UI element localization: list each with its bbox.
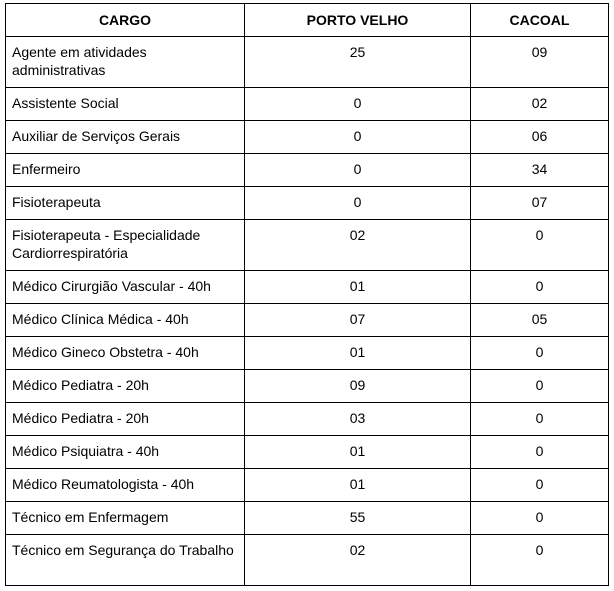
table-row [6,187,609,220]
cell-cargo: Médico Pediatra - 20h [6,370,245,403]
cell-cargo: Fisioterapeuta - Especialidade Cardiorrespiratória [6,220,245,271]
table-row [6,535,609,586]
table-row [6,37,609,88]
cell-porto-velho: 02 [245,220,471,271]
cell-cacoal: 0 [471,370,609,403]
cell-cargo: Médico Gineco Obstetra - 40h [6,337,245,370]
cell-cargo: Técnico em Enfermagem [6,502,245,535]
cell-porto-velho: 55 [245,502,471,535]
cell-cacoal: 0 [471,436,609,469]
cell-porto-velho: 0 [245,187,471,220]
cell-cargo: Agente em atividades administrativas [6,37,245,88]
cell-cargo: Assistente Social [6,88,245,121]
vacancy-table [5,3,609,586]
header-cargo: CARGO [6,4,245,37]
cell-cargo: Médico Clínica Médica - 40h [6,304,245,337]
cell-cargo: Médico Psiquiatra - 40h [6,436,245,469]
table-row [6,337,609,370]
table-row [6,370,609,403]
cell-cacoal: 06 [471,121,609,154]
cell-cacoal: 0 [471,535,609,586]
cell-cacoal: 34 [471,154,609,187]
cell-porto-velho: 01 [245,436,471,469]
cell-porto-velho: 01 [245,271,471,304]
table-row [6,436,609,469]
table-row [6,154,609,187]
cell-cargo: Técnico em Segurança do Trabalho [6,535,245,586]
cell-porto-velho: 07 [245,304,471,337]
table-row [6,88,609,121]
table-header-row [6,4,609,37]
table-row [6,271,609,304]
cell-porto-velho: 0 [245,154,471,187]
vacancy-table-container [5,3,609,586]
cell-porto-velho: 01 [245,337,471,370]
cell-porto-velho: 0 [245,121,471,154]
cell-porto-velho: 09 [245,370,471,403]
table-row [6,304,609,337]
table-row [6,502,609,535]
cell-porto-velho: 02 [245,535,471,586]
cell-cargo: Médico Cirurgião Vascular - 40h [6,271,245,304]
cell-cacoal: 0 [471,271,609,304]
cell-cacoal: 0 [471,220,609,271]
cell-cargo: Fisioterapeuta [6,187,245,220]
cell-cacoal: 07 [471,187,609,220]
cell-cacoal: 05 [471,304,609,337]
cell-cacoal: 0 [471,403,609,436]
cell-porto-velho: 25 [245,37,471,88]
cell-cargo: Médico Reumatologista - 40h [6,469,245,502]
cell-cargo: Médico Pediatra - 20h [6,403,245,436]
table-row [6,469,609,502]
table-row [6,220,609,271]
cell-cacoal: 0 [471,469,609,502]
cell-cargo: Enfermeiro [6,154,245,187]
cell-cargo: Auxiliar de Serviços Gerais [6,121,245,154]
table-row [6,403,609,436]
cell-porto-velho: 01 [245,469,471,502]
header-cacoal: CACOAL [471,4,609,37]
header-porto-velho: PORTO VELHO [245,4,471,37]
cell-porto-velho: 0 [245,88,471,121]
cell-cacoal: 02 [471,88,609,121]
cell-porto-velho: 03 [245,403,471,436]
cell-cacoal: 0 [471,337,609,370]
table-row [6,121,609,154]
cell-cacoal: 09 [471,37,609,88]
cell-cacoal: 0 [471,502,609,535]
